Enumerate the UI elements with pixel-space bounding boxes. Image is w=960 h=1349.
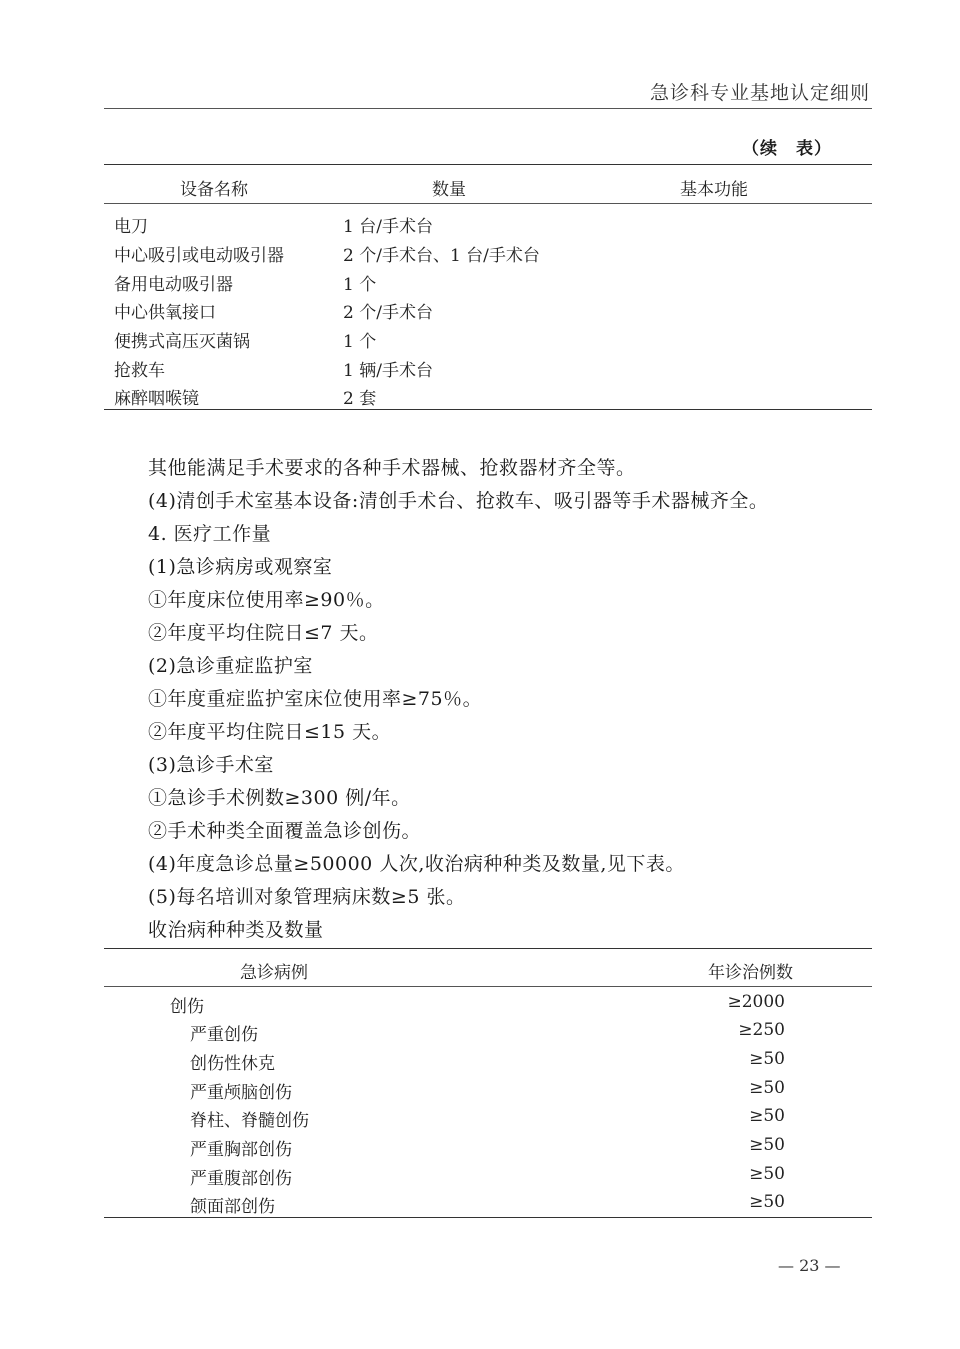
table2-row-name: 颌面部创伤 xyxy=(190,1197,275,1217)
table1-row-name: 中心供氧接口 xyxy=(114,303,216,323)
table1-row-name: 麻醉咽喉镜 xyxy=(114,389,199,409)
table-continued-label: （续 表） xyxy=(742,139,832,159)
section-heading: 4. 医疗工作量 xyxy=(148,523,272,545)
table1-row-name: 便携式高压灭菌锅 xyxy=(114,332,250,352)
paragraph: 其他能满足手术要求的各种手术器械、抢救器材齐全等。 xyxy=(148,457,636,479)
table2-row-count: ≥50 xyxy=(749,1049,785,1069)
table1-row-qty: 1 个 xyxy=(343,275,377,295)
table2-row-name: 严重创伤 xyxy=(190,1025,258,1045)
table1-row-qty: 2 套 xyxy=(343,389,377,409)
paragraph: (4)清创手术室基本设备:清创手术台、抢救车、吸引器等手术器械齐全。 xyxy=(148,490,769,512)
paragraph: (1)急诊病房或观察室 xyxy=(148,556,333,578)
table1-top-rule xyxy=(104,164,872,165)
paragraph: (3)急诊手术室 xyxy=(148,754,274,776)
paragraph: ②年度平均住院日≤15 天。 xyxy=(148,721,392,743)
table1-row-qty: 1 个 xyxy=(343,332,377,352)
header-divider xyxy=(104,108,872,109)
table-caption: 收治病种种类及数量 xyxy=(148,919,324,941)
table1-row-qty: 1 台/手术台 xyxy=(343,217,433,237)
table1-row-qty: 2 个/手术台、1 台/手术台 xyxy=(343,246,540,266)
paragraph: ②年度平均住院日≤7 天。 xyxy=(148,622,379,644)
paragraph: ①年度重症监护室床位使用率≥75％。 xyxy=(148,688,483,710)
table1-header-equipment-name: 设备名称 xyxy=(180,180,248,200)
table2-row-name: 严重腹部创伤 xyxy=(190,1169,292,1189)
table2-row-count: ≥250 xyxy=(738,1020,785,1040)
table1-header-function: 基本功能 xyxy=(680,180,748,200)
paragraph: ②手术种类全面覆盖急诊创伤。 xyxy=(148,820,422,842)
table2-row-count: ≥50 xyxy=(749,1106,785,1126)
table2-row-count: ≥50 xyxy=(749,1135,785,1155)
table2-header-count: 年诊治例数 xyxy=(708,963,793,983)
running-header-title: 急诊科专业基地认定细则 xyxy=(649,82,870,104)
table2-header-case: 急诊病例 xyxy=(240,963,308,983)
table2-row-name: 脊柱、脊髓创伤 xyxy=(190,1111,309,1131)
table2-row-count: ≥2000 xyxy=(727,992,785,1012)
table1-header-quantity: 数量 xyxy=(432,180,466,200)
table2-row-name: 创伤 xyxy=(170,997,204,1017)
paragraph: ①年度床位使用率≥90％。 xyxy=(148,589,385,611)
paragraph: (2)急诊重症监护室 xyxy=(148,655,313,677)
table2-row-count: ≥50 xyxy=(749,1078,785,1098)
table2-bottom-rule xyxy=(104,1217,872,1218)
table2-row-count: ≥50 xyxy=(749,1192,785,1212)
table2-row-name: 严重胸部创伤 xyxy=(190,1140,292,1160)
paragraph: (4)年度急诊总量≥50000 人次,收治病种种类及数量,见下表。 xyxy=(148,853,685,875)
table1-row-qty: 1 辆/手术台 xyxy=(343,361,433,381)
table1-row-qty: 2 个/手术台 xyxy=(343,303,433,323)
table1-row-name: 电刀 xyxy=(114,217,148,237)
table2-top-rule xyxy=(104,948,872,949)
table1-row-name: 抢救车 xyxy=(114,361,165,381)
table1-row-name: 备用电动吸引器 xyxy=(114,275,233,295)
table1-header-rule xyxy=(104,203,872,204)
table2-header-rule xyxy=(104,986,872,987)
table2-row-name: 严重颅脑创伤 xyxy=(190,1083,292,1103)
table1-row-name: 中心吸引或电动吸引器 xyxy=(114,246,284,266)
paragraph: (5)每名培训对象管理病床数≥5 张。 xyxy=(148,886,466,908)
table2-row-count: ≥50 xyxy=(749,1164,785,1184)
table2-row-name: 创伤性休克 xyxy=(190,1054,275,1074)
page-number: — 23 — xyxy=(778,1256,841,1275)
paragraph: ①急诊手术例数≥300 例/年。 xyxy=(148,787,411,809)
table1-bottom-rule xyxy=(104,409,872,410)
